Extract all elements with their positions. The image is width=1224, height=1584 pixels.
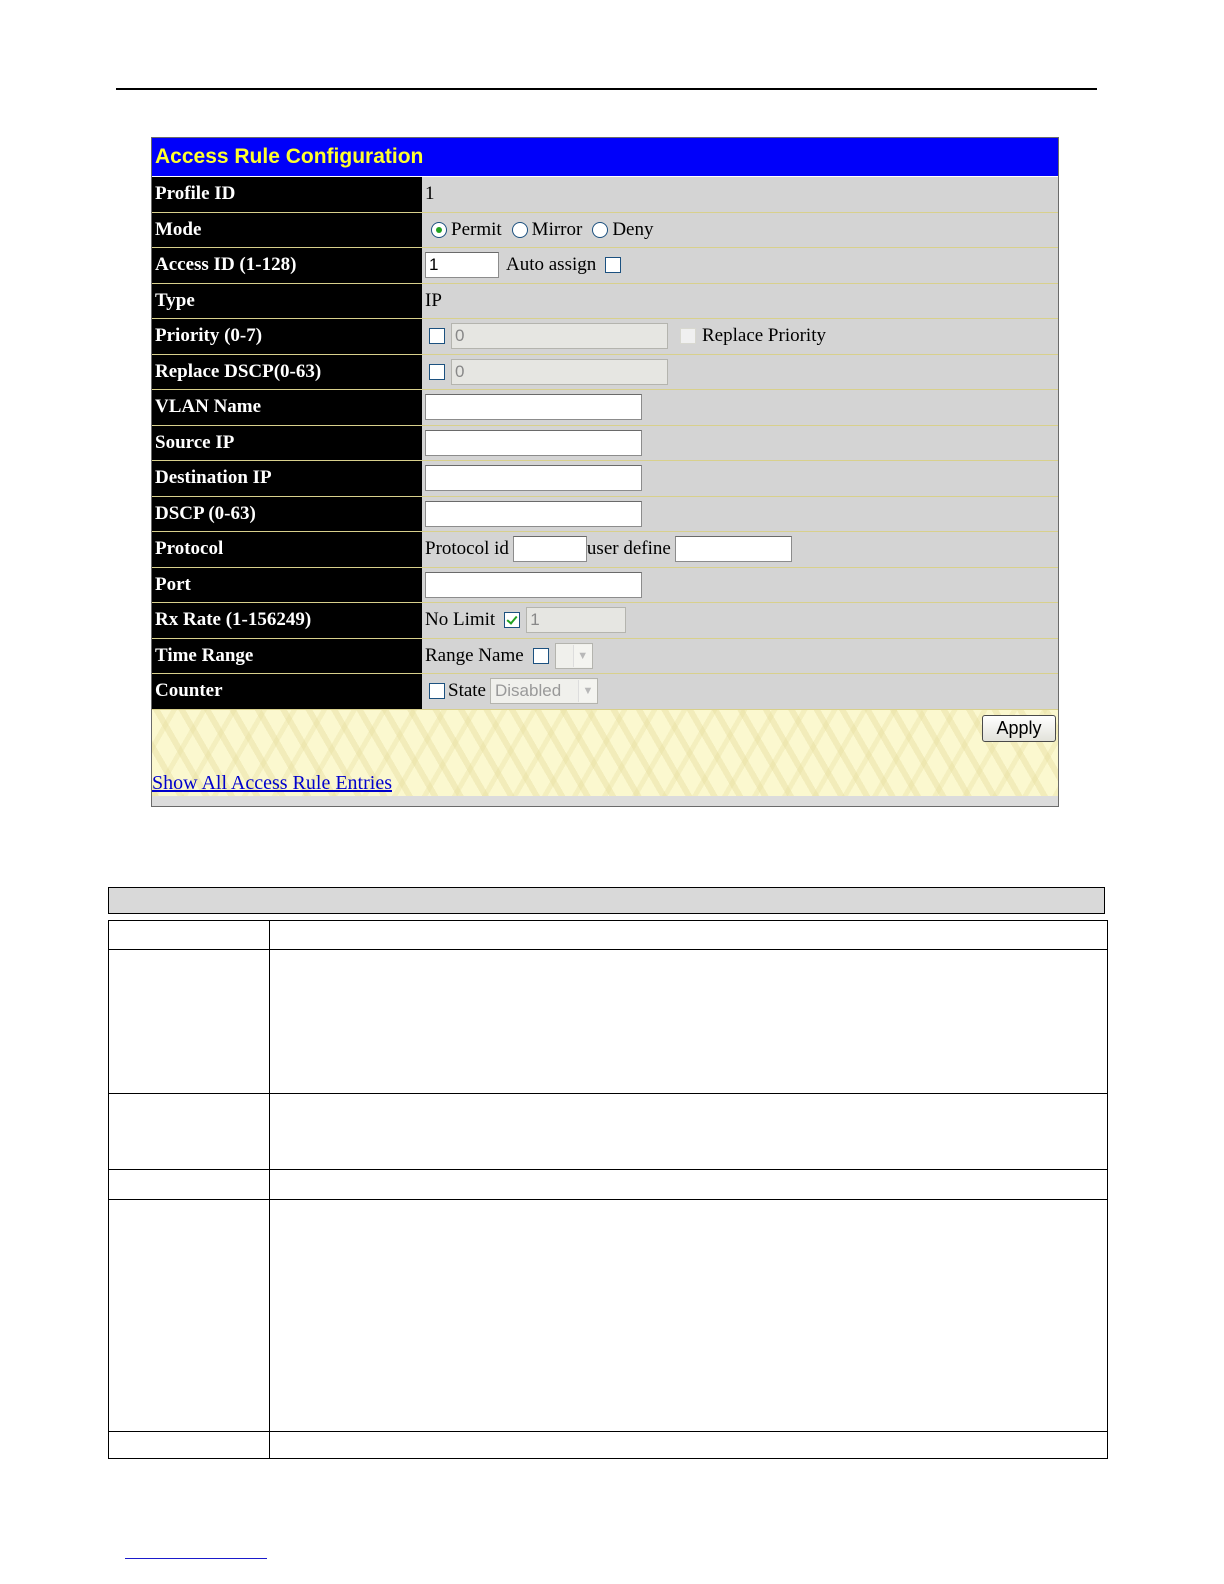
destination-ip-input[interactable] [425,465,642,491]
profile-id-label: Profile ID [152,177,422,212]
dscp-input[interactable] [425,501,642,527]
row-access-id [152,248,1058,284]
mode-mirror-radio[interactable] [512,222,528,238]
protocol-label: Protocol [152,532,422,567]
counter-state-selected: Disabled [495,681,562,701]
row-destination-ip [152,461,1058,497]
protocol-id-label: Protocol id [425,538,509,560]
type-label: Type [152,284,422,319]
show-all-access-rule-entries-link[interactable]: Show All Access Rule Entries [152,771,392,794]
access-id-input[interactable]: 1 [425,252,499,278]
row-time-range [152,639,1058,675]
description-table-header-bar [108,887,1105,914]
counter-state-label: State [448,680,486,702]
row-port [152,568,1058,604]
priority-checkbox[interactable] [429,328,445,344]
dscp-label: DSCP (0-63) [152,497,422,532]
counter-checkbox[interactable] [429,683,445,699]
user-define-input[interactable] [675,536,792,562]
auto-assign-checkbox[interactable] [605,257,621,273]
source-ip-label: Source IP [152,426,422,461]
row-source-ip [152,426,1058,462]
row-counter [152,674,1058,710]
row-mode [152,213,1058,249]
row-profile-id [152,177,1058,213]
mode-permit-label: Permit [451,218,502,240]
row-vlan-name [152,390,1058,426]
user-define-label: user define [586,538,671,560]
mode-label: Mode [152,213,422,248]
priority-label: Priority (0-7) [152,319,422,354]
no-limit-label: No Limit [425,609,496,631]
row-priority [152,319,1058,355]
mode-mirror-label: Mirror [531,218,583,240]
source-ip-input[interactable] [425,430,642,456]
vlan-name-label: VLAN Name [152,390,422,425]
no-limit-checkbox[interactable] [504,612,520,628]
panel-footer [152,710,1058,796]
table-row [109,1432,1108,1459]
range-name-label: Range Name [425,644,524,666]
table-row [109,1170,1108,1200]
destination-ip-label: Destination IP [152,461,422,496]
panel-title: Access Rule Configuration [152,138,1058,177]
mode-deny-radio[interactable] [592,222,608,238]
vlan-name-input[interactable] [425,394,642,420]
table-row [109,921,1108,950]
counter-label: Counter [152,674,422,709]
table-row [109,950,1108,1094]
header-rule [116,88,1097,90]
mode-deny-label: Deny [612,218,654,240]
rx-rate-input[interactable]: 1 [526,607,626,633]
row-type [152,284,1058,320]
replace-dscp-label: Replace DSCP(0-63) [152,355,422,390]
access-rule-configuration-panel [151,137,1059,807]
row-rx-rate [152,603,1058,639]
replace-priority-checkbox[interactable] [680,328,696,344]
port-input[interactable] [425,572,642,598]
time-range-label: Time Range [152,639,422,674]
range-name-checkbox[interactable] [533,648,549,664]
protocol-id-input[interactable] [513,536,587,562]
auto-assign-label: Auto assign [506,254,597,276]
table-row [109,1094,1108,1170]
replace-dscp-input[interactable]: 0 [451,359,668,385]
profile-id-value: 1 [425,183,435,205]
chevron-down-icon: ▼ [573,645,592,667]
replace-dscp-checkbox[interactable] [429,364,445,380]
access-id-label: Access ID (1-128) [152,248,422,283]
table-row [109,1200,1108,1432]
range-name-select[interactable] [555,643,593,669]
type-value: IP [425,289,442,311]
counter-state-select[interactable] [490,678,598,704]
row-dscp [152,497,1058,533]
footer-rule [125,1558,267,1559]
mode-permit-radio[interactable] [431,222,447,238]
row-replace-dscp [152,355,1058,391]
port-label: Port [152,568,422,603]
chevron-down-icon: ▼ [578,680,597,702]
apply-button[interactable]: Apply [982,715,1056,742]
priority-input[interactable]: 0 [451,323,668,349]
description-table [108,920,1108,1459]
rx-rate-label: Rx Rate (1-156249) [152,603,422,638]
replace-priority-label: Replace Priority [702,325,826,347]
row-protocol [152,532,1058,568]
